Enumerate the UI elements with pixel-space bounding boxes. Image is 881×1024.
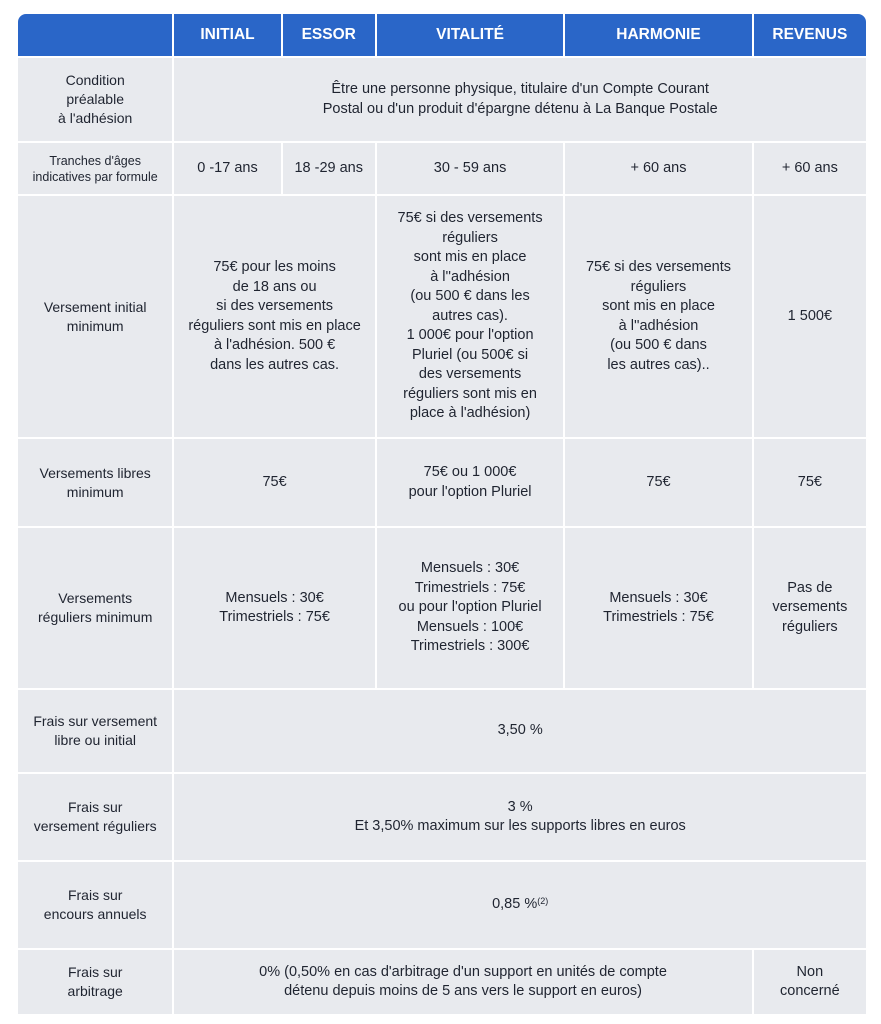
row-label-versements-reguliers: Versements réguliers minimum — [18, 528, 172, 688]
row-label-versements-libres: Versements libres minimum — [18, 439, 172, 526]
versement-initial-revenus: 1 500€ — [754, 196, 866, 437]
row-label-ages: Tranches d'âges indicatives par formule — [18, 143, 172, 194]
row-ages — [18, 143, 866, 194]
ages-initial: 0 -17 ans — [174, 143, 280, 194]
row-versement-initial — [18, 196, 866, 437]
ages-harmonie: + 60 ans — [565, 143, 751, 194]
row-frais-versement-libre — [18, 690, 866, 772]
versements-reguliers-revenus: Pas de versements réguliers — [754, 528, 866, 688]
versements-reguliers-harmonie: Mensuels : 30€ Trimestriels : 75€ — [565, 528, 751, 688]
row-frais-arbitrage — [18, 950, 866, 1014]
frais-versement-reguliers-value: 3 % Et 3,50% maximum sur les supports libres en euros — [174, 774, 866, 860]
row-label-frais-versement-reguliers: Frais sur versement réguliers — [18, 774, 172, 860]
row-frais-encours — [18, 862, 866, 948]
row-label-frais-encours: Frais sur encours annuels — [18, 862, 172, 948]
versements-libres-initial-essor: 75€ — [174, 439, 374, 526]
header-essor: ESSOR — [283, 14, 375, 56]
versement-initial-harmonie: 75€ si des versements réguliers sont mis en place à l''adhésion (ou 500 € dans les autres cas).. — [565, 196, 751, 437]
header-row — [18, 14, 866, 56]
condition-value: Être une personne physique, titulaire d'un Compte Courant Postal ou d'un produit d'épargne détenu à La Banque Postale — [174, 58, 866, 141]
versements-libres-harmonie: 75€ — [565, 439, 751, 526]
versements-libres-revenus: 75€ — [754, 439, 866, 526]
header-revenus: REVENUS — [754, 14, 866, 56]
frais-encours-cell — [174, 862, 866, 948]
row-versements-libres — [18, 439, 866, 526]
versements-libres-vitalite: 75€ ou 1 000€ pour l'option Pluriel — [377, 439, 563, 526]
row-label-frais-arbitrage: Frais sur arbitrage — [18, 950, 172, 1014]
header-vitalite: VITALITÉ — [377, 14, 563, 56]
row-versements-reguliers — [18, 528, 866, 688]
versements-reguliers-initial-essor: Mensuels : 30€ Trimestriels : 75€ — [174, 528, 374, 688]
ages-vitalite: 30 - 59 ans — [377, 143, 563, 194]
row-condition — [18, 58, 866, 141]
frais-versement-libre-value: 3,50 % — [174, 690, 866, 772]
frais-arbitrage-value: 0% (0,50% en cas d'arbitrage d'un support en unités de compte détenu depuis moins de 5 ans vers le support en euros) — [174, 950, 751, 1014]
versement-initial-initial-essor: 75€ pour les moins de 18 ans ou si des versements réguliers sont mis en place à l'adhésion. 500 € dans les autres cas. — [174, 196, 374, 437]
frais-encours-footnote: (2) — [537, 896, 549, 907]
row-label-condition: Condition préalable à l'adhésion — [18, 58, 172, 141]
ages-essor: 18 -29 ans — [283, 143, 375, 194]
offers-comparison-table — [16, 12, 868, 1016]
versements-reguliers-vitalite: Mensuels : 30€ Trimestriels : 75€ ou pour l'option Pluriel Mensuels : 100€ Trimestriels : 300€ — [377, 528, 563, 688]
frais-encours-value: 0,85 % — [492, 896, 538, 913]
row-label-versement-initial: Versement initial minimum — [18, 196, 172, 437]
versement-initial-vitalite: 75€ si des versements réguliers sont mis en place à l''adhésion (ou 500 € dans les autres cas). 1 000€ pour l'option Pluriel (ou 500€ si des versements réguliers sont mis en place à l'adhésion) — [377, 196, 563, 437]
row-frais-versement-reguliers — [18, 774, 866, 860]
header-corner — [18, 14, 172, 56]
header-initial: INITIAL — [174, 14, 280, 56]
header-harmonie: HARMONIE — [565, 14, 751, 56]
ages-revenus: + 60 ans — [754, 143, 866, 194]
frais-arbitrage-revenus: Non concerné — [754, 950, 866, 1014]
row-label-frais-versement-libre: Frais sur versement libre ou initial — [18, 690, 172, 772]
